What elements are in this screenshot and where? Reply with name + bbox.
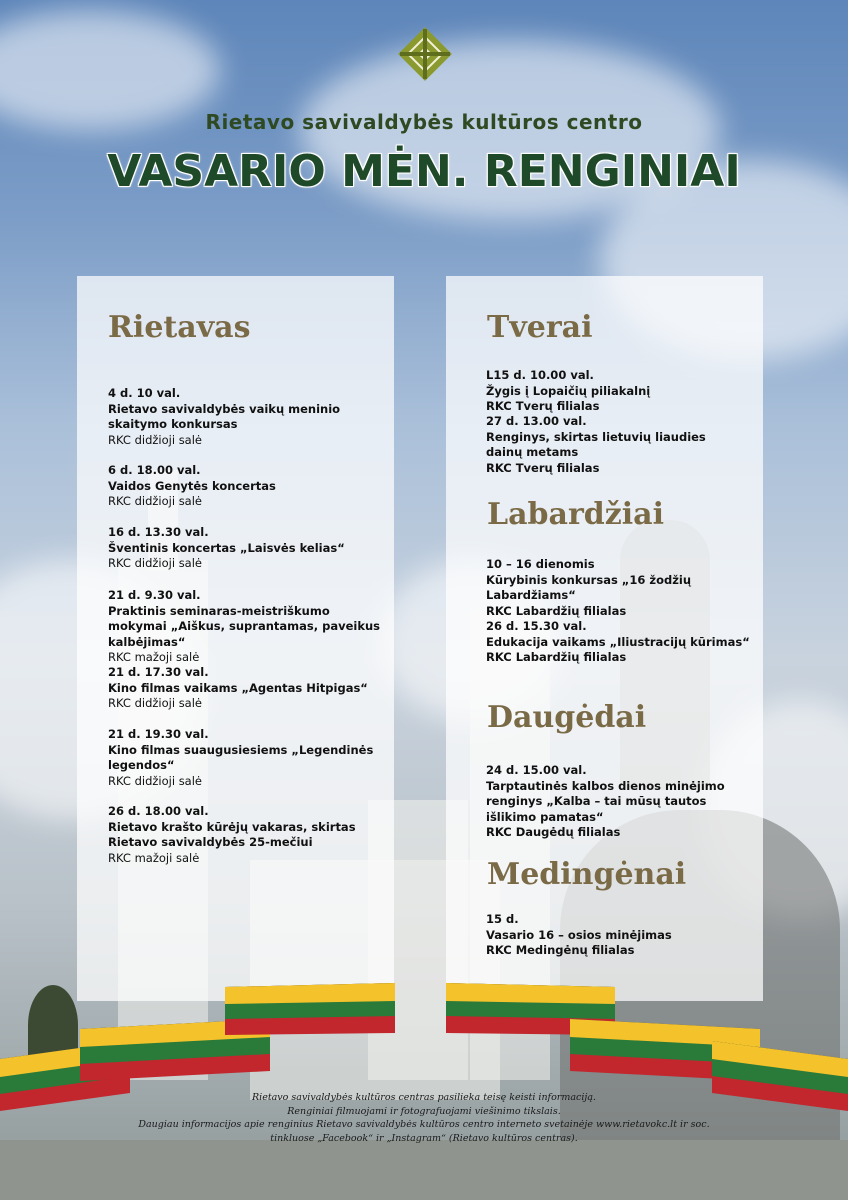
event-place: RKC mažoji salė	[108, 850, 200, 865]
event-item	[486, 368, 746, 415]
event-place: RKC didžioji salė	[108, 556, 203, 570]
event-title: Kino filmas suaugusiesiems „Legendinės legendos“	[108, 742, 374, 772]
ground	[0, 1140, 848, 1200]
event-date: 15 d.	[486, 912, 519, 926]
footer-line: tinkluose „Facebook“ ir „Instagram“ (Rietavo kultūros centras).	[270, 1132, 578, 1144]
footer-line: Daugiau informacijos apie renginius Rietavo savivaldybės kultūros centro interneto svetainėje www.rietavokc.lt ir soc.	[138, 1119, 710, 1130]
event-place: RKC Labardžių filialas	[486, 603, 627, 618]
event-place: RKC didžioji salė	[108, 494, 203, 508]
event-date: 21 d. 19.30 val.	[108, 727, 209, 741]
town-heading-medingenai: Medingėnai	[487, 857, 687, 892]
event-date: 26 d. 18.00 val.	[108, 804, 209, 818]
event-date: 24 d. 15.00 val.	[486, 763, 587, 777]
event-item	[108, 804, 378, 866]
event-date: L15 d. 10.00 val.	[486, 368, 594, 382]
event-title: Kino filmas vaikams „Agentas Hitpigas“	[108, 680, 368, 695]
event-title: Renginys, skirtas lietuvių liaudies dainų metams	[486, 429, 706, 459]
event-date: 16 d. 13.30 val.	[108, 525, 209, 539]
event-place: RKC Daugėdų filialas	[486, 825, 621, 839]
event-item	[108, 727, 378, 789]
event-item	[486, 414, 746, 476]
event-title: Žygis į Lopaičių piliakalnį	[486, 383, 651, 398]
event-place: RKC didžioji salė	[108, 696, 203, 710]
event-title: Vasario 16 – osios minėjimas	[486, 927, 672, 942]
event-item	[108, 525, 378, 572]
town-heading-rietavas: Rietavas	[108, 310, 251, 345]
town-heading-tverai: Tverai	[487, 310, 593, 345]
header-subtitle: Rietavo savivaldybės kultūros centro	[205, 110, 643, 134]
footer-notes	[0, 1091, 848, 1145]
event-title: Vaidos Genytės koncertas	[108, 478, 276, 493]
event-item	[108, 588, 390, 666]
town-heading-daugedai: Daugėdai	[487, 700, 647, 735]
event-item	[108, 386, 378, 448]
cultural-center-logo-icon	[396, 25, 454, 83]
event-title: Praktinis seminaras-meistriškumo mokymai „Aiškus, suprantamas, paveikus kalbėjimas“	[108, 603, 381, 649]
event-item	[486, 619, 756, 666]
event-place: RKC Tverų filialas	[486, 399, 600, 413]
event-title: Tarptautinės kalbos dienos minėjimo renginys „Kalba – tai mūsų tautos išlikimo pamatas“	[486, 778, 725, 824]
event-title: Edukacija vaikams „Iliustracijų kūrimas“	[486, 634, 750, 649]
event-place: RKC Tverų filialas	[486, 460, 600, 475]
footer-line: Renginiai filmuojami ir fotografuojami viešinimo tikslais.	[287, 1105, 561, 1117]
event-title: Kūrybinis konkursas „16 žodžių Labardžiams“	[486, 572, 692, 602]
page-title: VASARIO MĖN. RENGINIAI	[107, 146, 741, 197]
event-place: RKC didžioji salė	[108, 432, 203, 447]
event-title: Šventinis koncertas „Laisvės kelias“	[108, 540, 345, 555]
event-item	[486, 912, 746, 959]
town-heading-labardziai: Labardžiai	[487, 497, 664, 532]
event-item	[108, 463, 378, 510]
event-date: 27 d. 13.00 val.	[486, 414, 587, 428]
event-date: 21 d. 9.30 val.	[108, 588, 201, 602]
event-date: 10 – 16 dienomis	[486, 557, 595, 571]
event-place: RKC Medingėnų filialas	[486, 943, 635, 957]
event-place: RKC mažoji salė	[108, 650, 200, 664]
event-place: RKC Labardžių filialas	[486, 650, 627, 664]
event-title: Rietavo krašto kūrėjų vakaras, skirtas Rietavo savivaldybės 25-mečiui	[108, 819, 356, 849]
event-place: RKC didžioji salė	[108, 773, 203, 788]
event-date: 26 d. 15.30 val.	[486, 619, 587, 633]
event-date: 21 d. 17.30 val.	[108, 665, 209, 679]
event-date: 6 d. 18.00 val.	[108, 463, 201, 477]
event-date: 4 d. 10 val.	[108, 386, 181, 400]
event-title: Rietavo savivaldybės vaikų meninio skaitymo konkursas	[108, 401, 341, 431]
event-item	[486, 557, 746, 619]
event-item	[108, 665, 378, 712]
footer-line: Rietavo savivaldybės kultūros centras pasilieka teisę keisti informaciją.	[252, 1092, 596, 1103]
event-item	[486, 763, 736, 841]
